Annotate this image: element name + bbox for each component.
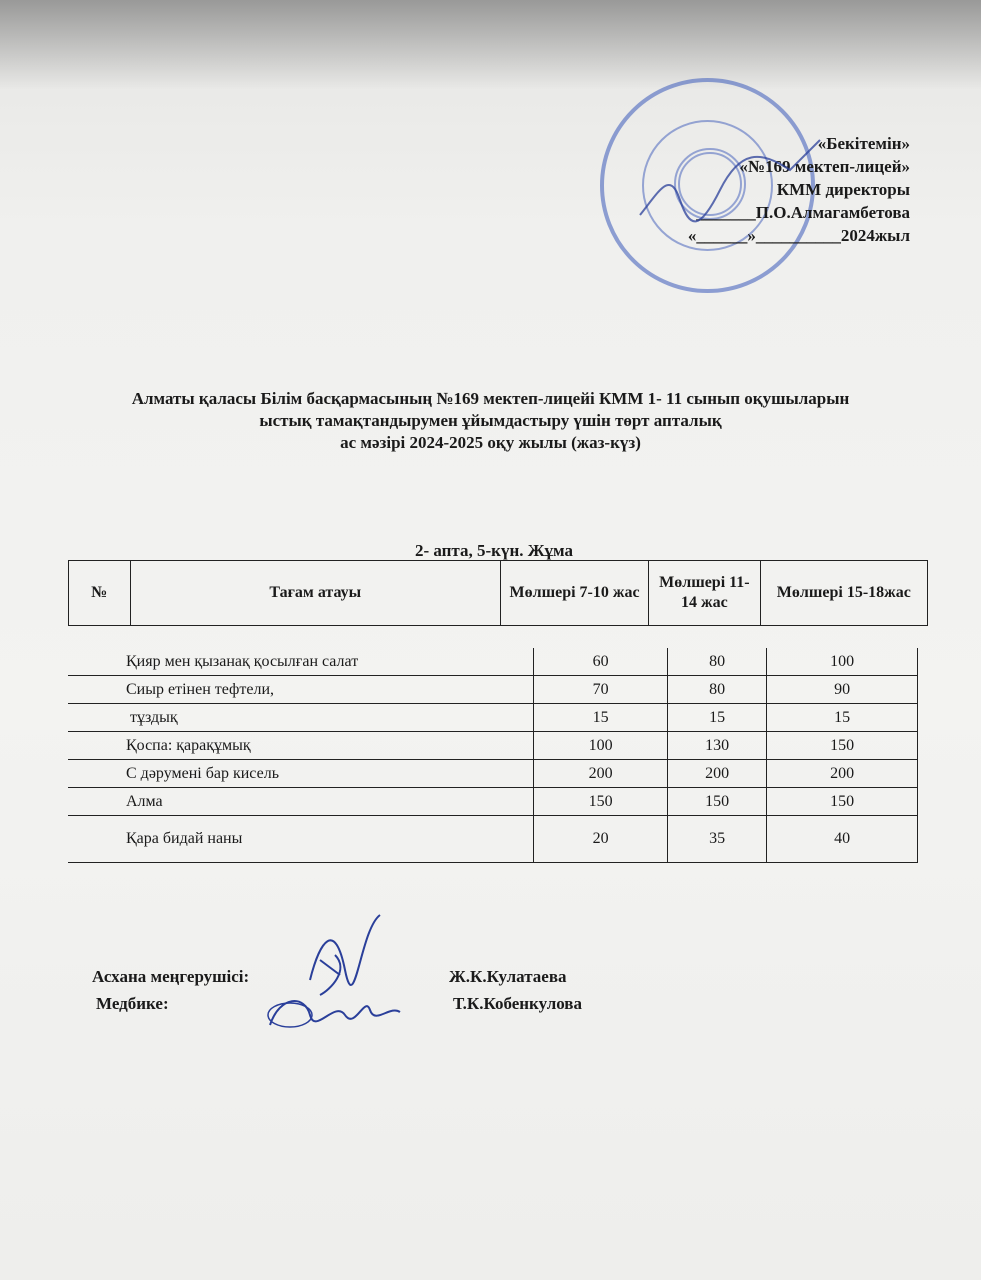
portion-15-18: 40: [767, 816, 918, 863]
portion-7-10: 200: [534, 760, 668, 788]
nurse-label: Медбике:: [96, 994, 169, 1013]
kitchen-manager-label: Асхана меңгерушісі:: [92, 967, 250, 986]
kitchen-manager-name: Ж.К.Кулатаева: [449, 967, 567, 986]
nurse-name: Т.К.Кобенкулова: [453, 994, 582, 1013]
director-signature-icon: [0, 0, 981, 300]
portion-15-18: 90: [767, 676, 918, 704]
portion-7-10: 70: [534, 676, 668, 704]
portion-15-18: 100: [767, 648, 918, 676]
portion-7-10: 15: [534, 704, 668, 732]
week-day-subtitle: 2- апта, 5-күн. Жұма: [414, 541, 574, 560]
table-row: [68, 788, 918, 816]
approval-line-4: _______П.О.Алмагамбетова: [696, 203, 910, 222]
menu-table-header: [68, 560, 928, 626]
portion-15-18: 150: [767, 732, 918, 760]
col-portion-11-14: Мөлшері 11-14 жас: [649, 561, 761, 626]
table-row: [68, 816, 918, 863]
dish-name: Қоспа: қарақұмық: [68, 732, 534, 760]
menu-table-body: [68, 648, 918, 863]
portion-11-14: 80: [668, 648, 767, 676]
table-row: [68, 676, 918, 704]
col-portion-15-18: Мөлшері 15-18жас: [760, 561, 927, 626]
approval-line-1: «Бекітемін»: [817, 134, 910, 153]
approval-line-3: КММ директоры: [776, 180, 910, 199]
title-line-2: ыстық тамақтандырумен ұйымдастыру үшін төрт апталық: [259, 411, 722, 430]
approval-line-5: «______»__________2024жыл: [687, 226, 910, 245]
table-row: [68, 704, 918, 732]
col-dish-name: Тағам атауы: [130, 561, 500, 626]
dish-name: С дәрумені бар кисель: [68, 760, 534, 788]
portion-7-10: 150: [534, 788, 668, 816]
col-portion-7-10: Мөлшері 7-10 жас: [500, 561, 648, 626]
approval-line-2: «№169 мектеп-лицей»: [739, 157, 910, 176]
handwritten-signatures-icon: [250, 900, 410, 1040]
portion-11-14: 200: [668, 760, 767, 788]
table-row: [68, 648, 918, 676]
portion-15-18: 200: [767, 760, 918, 788]
portion-15-18: 150: [767, 788, 918, 816]
portion-7-10: 60: [534, 648, 668, 676]
dish-name: Алма: [68, 788, 534, 816]
portion-11-14: 15: [668, 704, 767, 732]
dish-name: Сиыр етінен тефтели,: [68, 676, 534, 704]
dish-name: Қияр мен қызанақ қосылған салат: [68, 648, 534, 676]
portion-11-14: 35: [668, 816, 767, 863]
col-number: №: [69, 561, 131, 626]
portion-15-18: 15: [767, 704, 918, 732]
portion-7-10: 100: [534, 732, 668, 760]
portion-11-14: 80: [668, 676, 767, 704]
portion-11-14: 130: [668, 732, 767, 760]
dish-name: тұздық: [68, 704, 534, 732]
title-line-1: Алматы қаласы Білім басқармасының №169 мектеп-лицейі КММ 1- 11 сынып оқушыларын: [131, 389, 850, 408]
portion-11-14: 150: [668, 788, 767, 816]
title-line-3: ас мәзірі 2024-2025 оқу жылы (жаз-күз): [340, 433, 641, 452]
table-row: [68, 732, 918, 760]
table-row: [68, 760, 918, 788]
document-title: [20, 388, 961, 454]
portion-7-10: 20: [534, 816, 668, 863]
dish-name: Қара бидай наны: [68, 816, 534, 863]
